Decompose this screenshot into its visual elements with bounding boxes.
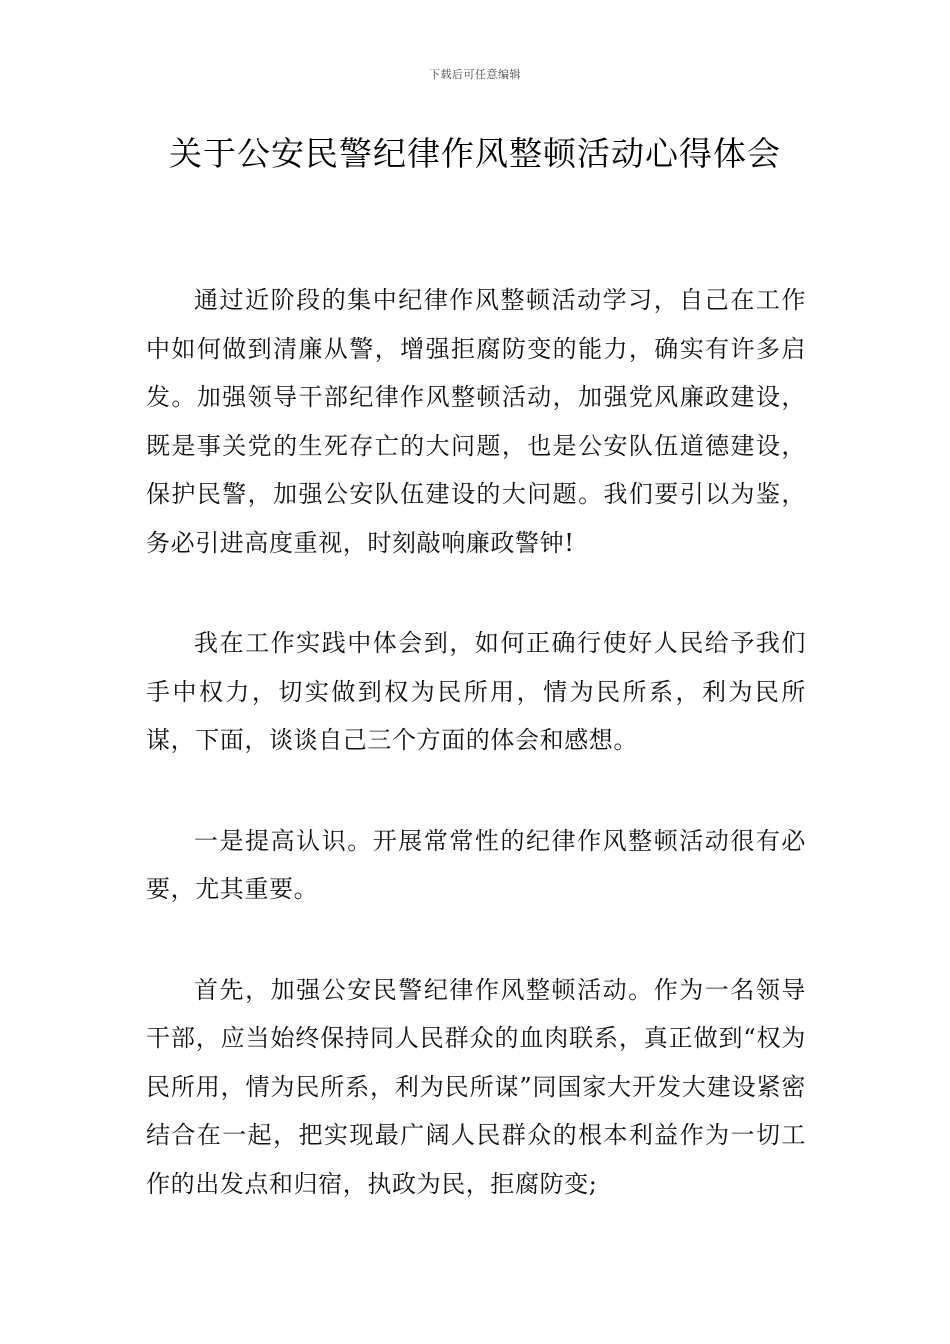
document-body	[146, 276, 806, 1260]
paragraph: 我在工作实践中体会到，如何正确行使好人民给予我们手中权力，切实做到权为民所用，情为民所系，利为民所谋，下面，谈谈自己三个方面的体会和感想。	[146, 629, 806, 754]
paragraph: 一是提高认识。开展常常性的纪律作风整顿活动很有必要，尤其重要。	[146, 826, 806, 903]
paragraph: 通过近阶段的集中纪律作风整顿活动学习，自己在工作中如何做到清廉从警，增强拒腐防变的能力，确实有许多启发。加强领导干部纪律作风整顿活动，加强党风廉政建设，既是事关党的生死存亡的大问题，也是公安队伍道德建设，保护民警，加强公安队伍建设的大问题。我们要引以为鉴，务必引进高度重视，时刻敲响廉政警钟!	[146, 286, 806, 557]
document-title: 关于公安民警纪律作风整顿活动心得体会	[169, 134, 781, 173]
header-note: 下载后可任意编辑	[429, 68, 521, 81]
paragraph: 首先，加强公安民警纪律作风整顿活动。作为一名领导干部，应当始终保持同人民群众的血肉联系，真正做到“权为民所用，情为民所系，利为民所谋”同国家大开发大建设紧密结合在一起，把实现最广阔人民群众的根本利益作为一切工作的出发点和归宿，执政为民，拒腐防变;	[146, 975, 806, 1198]
